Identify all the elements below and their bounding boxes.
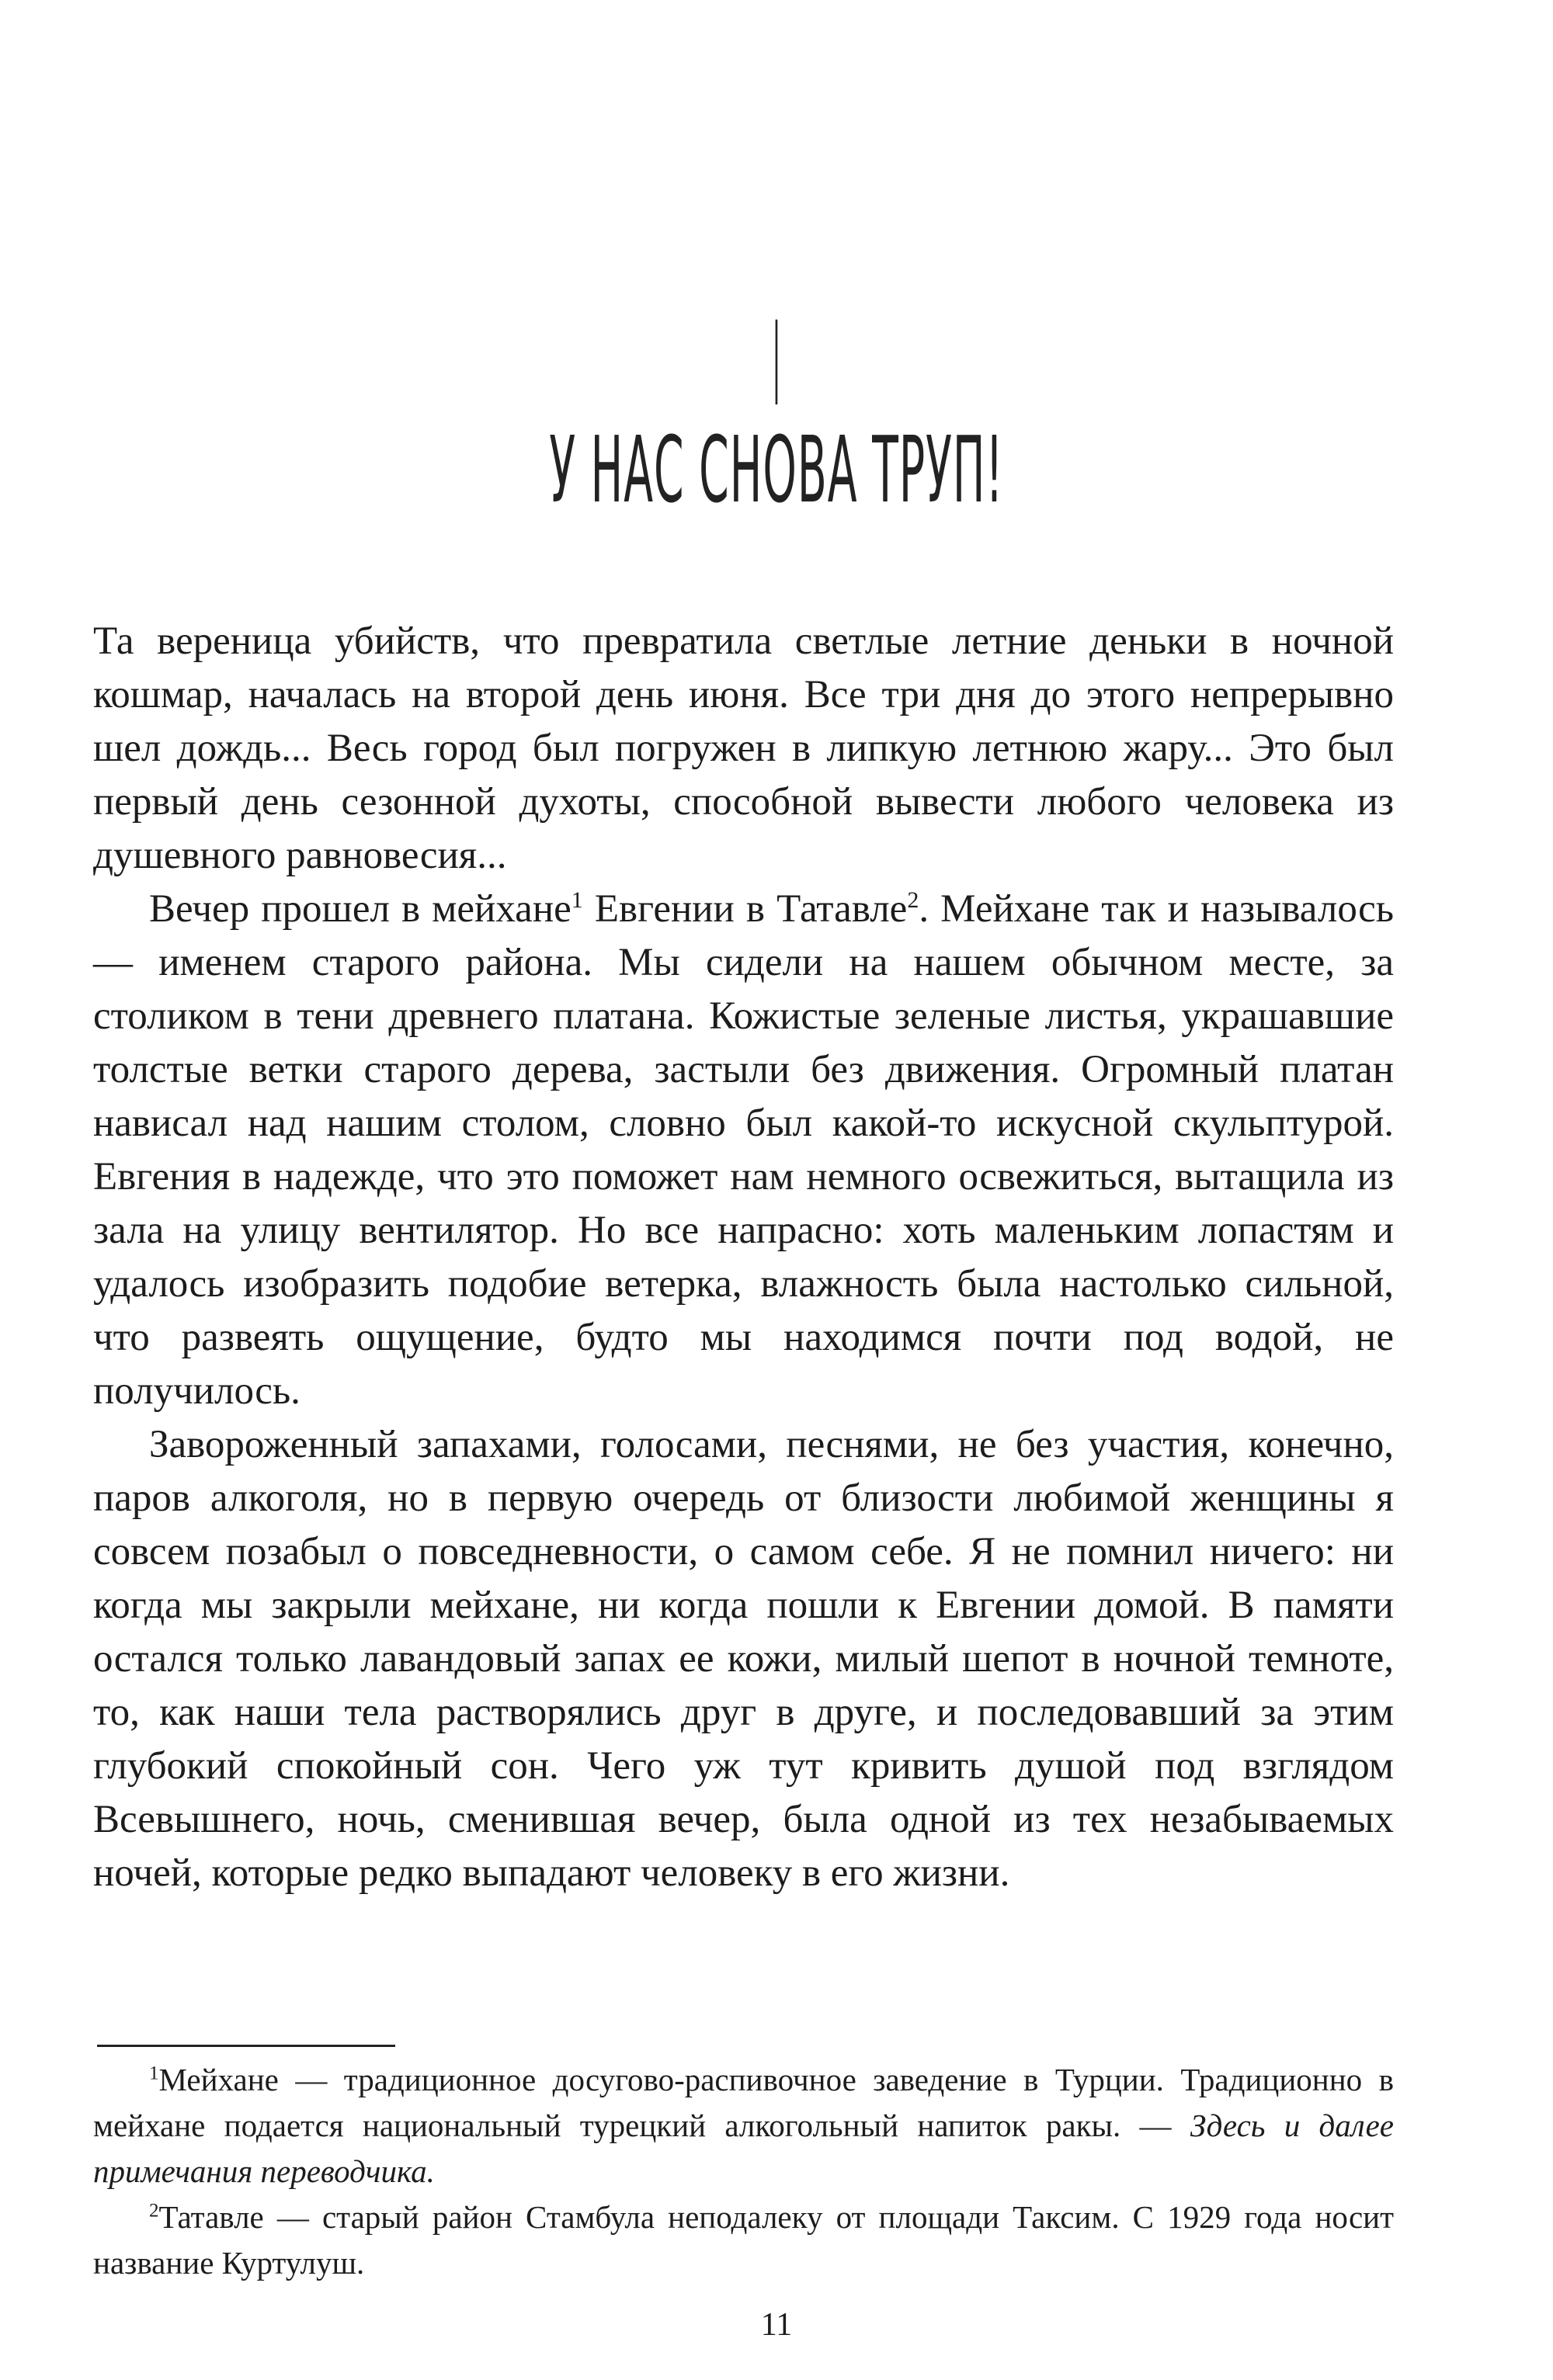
- paragraph-3: Завороженный запахами, голосами, песнями, не без участия, конечно, паров алкоголя, но в первую очередь от близости любимой женщины я совсем позабыл о повседневности, о самом себе. Я не помнил ничего: ни когда мы закрыли мейхане, ни когда пошли к Евгении домой. В памяти остался только лавандовый запах ее кожи, милый шепот в ночной темноте, то, как наши тела растворялись друг в друге, и последовавший за этим глубокий спокойный сон. Чего уж тут кривить душой под взглядом Всевышнего, ночь, сменившая вечер, была одной из тех незабываемых ночей, которые редко выпадают человеку в его жизни.: [93, 1423, 1394, 1895]
- paragraph-1: Та вереница убийств, что превратила светлые летние деньки в ночной кошмар, началась на второй день июня. Все три дня до этого непрерывно шел дождь... Весь город был погружен в липкую летнюю жару... Это был первый день сезонной духоты, способной вывести любого человека из душевного равновесия...: [93, 619, 1394, 877]
- footnotes: [93, 2057, 1394, 2286]
- paragraph-2: [93, 883, 1394, 1418]
- paragraph-2-part-2: Евгении в Татавле: [582, 887, 908, 931]
- footnote-marker-1: 1: [149, 2063, 159, 2084]
- chapter-number: I: [770, 297, 783, 432]
- footnote-2: [93, 2194, 1394, 2286]
- footnote-1-text: Мейхане — традиционное досугово-распивочное заведение в Турции. Традиционно в мейхане подается национальный турецкий алкогольный напиток ракы. —: [93, 2062, 1394, 2143]
- chapter-title: У НАС СНОВА ТРУП!: [549, 416, 1004, 523]
- body-text: [93, 615, 1394, 1900]
- paragraph-2-part-3: . Мейхане так и называлось — именем старого района. Мы сидели на нашем обычном месте, за столиком в тени древнего платана. Кожистые зеленые листья, украшавшие толстые ветки старого дерева, застыли без движения. Огромный платан нависал над нашим столом, словно был какой-то искусной скульптурой. Евгения в надежде, что это поможет нам немного освежиться, вытащила из зала на улицу вентилятор. Но все напрасно: хоть маленьким лопастям и удалось изобразить подобие ветерка, влажность была настолько сильной, что развеять ощущение, будто мы находимся почти под водой, не получилось.: [93, 887, 1394, 1413]
- page-number: 11: [760, 2307, 793, 2343]
- paragraph-2-part-1: Вечер прошел в мейхане: [149, 887, 572, 931]
- footnote-divider: [97, 2045, 395, 2047]
- footnote-1: [93, 2057, 1394, 2194]
- footnote-2-text: Татавле — старый район Стамбула неподалеку от площади Таксим. С 1929 года носит название Куртулуш.: [93, 2199, 1394, 2281]
- footnote-ref-1: 1: [571, 887, 583, 913]
- footnote-marker-2: 2: [149, 2200, 159, 2222]
- footnote-1-italic: Здесь и далее примечания переводчика.: [93, 2108, 1394, 2189]
- footnote-ref-2: 2: [907, 887, 919, 913]
